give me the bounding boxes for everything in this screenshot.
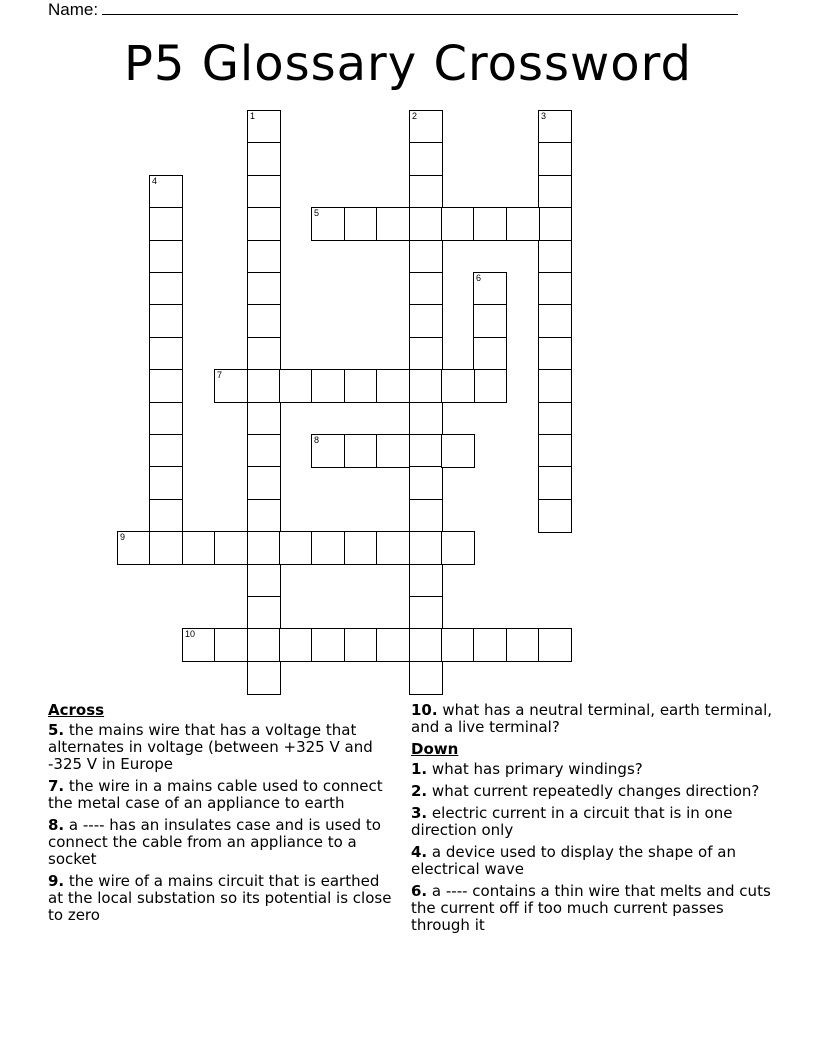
crossword-cell[interactable] bbox=[376, 531, 410, 565]
crossword-cell[interactable] bbox=[247, 596, 281, 630]
crossword-cell[interactable] bbox=[409, 304, 443, 338]
crossword-cell[interactable] bbox=[247, 207, 281, 241]
crossword-cell[interactable] bbox=[311, 207, 345, 241]
cell-number: 6 bbox=[476, 273, 482, 283]
clue-number: 6. bbox=[411, 882, 428, 900]
cell-number: 5 bbox=[314, 208, 320, 218]
crossword-cell[interactable] bbox=[409, 466, 443, 500]
crossword-cell[interactable] bbox=[538, 402, 572, 436]
crossword-cell[interactable] bbox=[311, 531, 345, 565]
crossword-cell[interactable] bbox=[279, 531, 313, 565]
clue-number: 4. bbox=[411, 843, 428, 861]
clues-right-column bbox=[411, 702, 781, 939]
crossword-cell[interactable] bbox=[409, 240, 443, 274]
crossword-cell[interactable] bbox=[538, 304, 572, 338]
clue-text: what has a neutral terminal, earth terminal, and a live terminal? bbox=[411, 701, 773, 736]
clue-across-9 bbox=[48, 873, 398, 924]
cell-number: 2 bbox=[412, 111, 418, 121]
crossword-cell[interactable] bbox=[538, 142, 572, 176]
crossword-cell[interactable] bbox=[149, 531, 183, 565]
crossword-cell[interactable] bbox=[344, 531, 378, 565]
crossword-cell[interactable] bbox=[506, 207, 540, 241]
crossword-cell[interactable] bbox=[538, 110, 572, 144]
crossword-cell[interactable] bbox=[409, 564, 443, 598]
crossword-cell[interactable] bbox=[376, 628, 410, 662]
clue-number: 7. bbox=[48, 777, 65, 795]
clue-number: 9. bbox=[48, 872, 65, 890]
clue-text: the mains wire that has a voltage that alternates in voltage (between +325 V and -325 V in Europe bbox=[48, 721, 373, 773]
crossword-cell[interactable] bbox=[538, 369, 572, 403]
crossword-cell[interactable] bbox=[149, 272, 183, 306]
clue-text: a ---- contains a thin wire that melts and cuts the current off if too much current passes through it bbox=[411, 882, 771, 934]
crossword-cell[interactable] bbox=[344, 628, 378, 662]
clue-text: what has primary windings? bbox=[431, 760, 643, 778]
clue-across-10 bbox=[411, 702, 781, 736]
crossword-cell[interactable] bbox=[311, 434, 345, 468]
crossword-cell[interactable] bbox=[409, 531, 443, 565]
crossword-cell[interactable] bbox=[117, 531, 151, 565]
crossword-cell[interactable] bbox=[376, 369, 410, 403]
clue-number: 3. bbox=[411, 804, 428, 822]
cell-number: 9 bbox=[120, 532, 126, 542]
cell-number: 10 bbox=[185, 629, 196, 639]
crossword-cell[interactable] bbox=[441, 531, 475, 565]
clue-across-5 bbox=[48, 722, 398, 773]
crossword-cell[interactable] bbox=[409, 110, 443, 144]
cell-number: 4 bbox=[152, 176, 158, 186]
crossword-cell[interactable] bbox=[149, 207, 183, 241]
crossword-cell[interactable] bbox=[538, 175, 572, 209]
crossword-cell[interactable] bbox=[409, 661, 443, 695]
crossword-cell[interactable] bbox=[182, 531, 216, 565]
crossword-cell[interactable] bbox=[279, 628, 313, 662]
crossword-cell[interactable] bbox=[441, 207, 475, 241]
crossword-cell[interactable] bbox=[376, 434, 410, 468]
clue-number: 2. bbox=[411, 782, 428, 800]
clue-text: the wire in a mains cable used to connect the metal case of an appliance to earth bbox=[48, 777, 383, 812]
clue-number: 1. bbox=[411, 760, 428, 778]
crossword-cell[interactable] bbox=[409, 596, 443, 630]
crossword-cell[interactable] bbox=[214, 531, 248, 565]
crossword-cell[interactable] bbox=[473, 272, 507, 306]
crossword-cell[interactable] bbox=[538, 466, 572, 500]
crossword-cell[interactable] bbox=[473, 628, 507, 662]
cell-number: 7 bbox=[217, 370, 223, 380]
crossword-cell[interactable] bbox=[149, 369, 183, 403]
clue-across-8 bbox=[48, 817, 398, 868]
crossword-cell[interactable] bbox=[409, 499, 443, 533]
crossword-cell[interactable] bbox=[376, 207, 410, 241]
crossword-cell[interactable] bbox=[344, 434, 378, 468]
clue-number: 8. bbox=[48, 816, 65, 834]
crossword-cell[interactable] bbox=[538, 337, 572, 371]
crossword-cell[interactable] bbox=[441, 628, 475, 662]
crossword-cell[interactable] bbox=[311, 628, 345, 662]
crossword-cell[interactable] bbox=[247, 142, 281, 176]
crossword-cell[interactable] bbox=[473, 337, 507, 371]
clue-down-2 bbox=[411, 783, 781, 800]
crossword-cell[interactable] bbox=[247, 369, 281, 403]
crossword-cell[interactable] bbox=[247, 175, 281, 209]
clue-text: electric current in a circuit that is in one direction only bbox=[411, 804, 733, 839]
crossword-cell[interactable] bbox=[409, 142, 443, 176]
clue-across-7 bbox=[48, 778, 398, 812]
crossword-cell[interactable] bbox=[409, 402, 443, 436]
crossword-cell[interactable] bbox=[344, 207, 378, 241]
crossword-cell[interactable] bbox=[538, 499, 572, 533]
crossword-cell[interactable] bbox=[149, 175, 183, 209]
crossword-cell[interactable] bbox=[149, 304, 183, 338]
crossword-cell[interactable] bbox=[473, 304, 507, 338]
clue-number: 10. bbox=[411, 701, 438, 719]
crossword-cell[interactable] bbox=[311, 369, 345, 403]
crossword-cell[interactable] bbox=[149, 434, 183, 468]
crossword-cell[interactable] bbox=[149, 240, 183, 274]
crossword-cell[interactable] bbox=[247, 466, 281, 500]
crossword-cell[interactable] bbox=[247, 402, 281, 436]
clue-text: the wire of a mains circuit that is earthed at the local substation so its potential is close to zero bbox=[48, 872, 392, 924]
crossword-cell[interactable] bbox=[247, 434, 281, 468]
crossword-cell[interactable] bbox=[409, 369, 443, 403]
name-label: Name: bbox=[48, 0, 99, 19]
across-heading: Across bbox=[48, 701, 105, 719]
down-heading: Down bbox=[411, 740, 459, 758]
crossword-cell[interactable] bbox=[247, 110, 281, 144]
crossword-cell[interactable] bbox=[247, 337, 281, 371]
clue-text: what current repeatedly changes direction? bbox=[431, 782, 760, 800]
crossword-cell[interactable] bbox=[247, 304, 281, 338]
clue-number: 5. bbox=[48, 721, 65, 739]
clue-text: a device used to display the shape of an electrical wave bbox=[411, 843, 736, 878]
crossword-cell[interactable] bbox=[182, 628, 216, 662]
crossword-cell[interactable] bbox=[538, 207, 572, 241]
crossword-cell[interactable] bbox=[279, 369, 313, 403]
crossword-cell[interactable] bbox=[409, 272, 443, 306]
cell-number: 1 bbox=[250, 111, 256, 121]
crossword-cell[interactable] bbox=[149, 337, 183, 371]
crossword-cell[interactable] bbox=[538, 272, 572, 306]
crossword-cell[interactable] bbox=[247, 628, 281, 662]
crossword-cell[interactable] bbox=[441, 369, 475, 403]
crossword-cell[interactable] bbox=[409, 434, 443, 468]
crossword-cell[interactable] bbox=[473, 207, 507, 241]
crossword-cell[interactable] bbox=[214, 628, 248, 662]
crossword-cell[interactable] bbox=[409, 628, 443, 662]
clue-down-4 bbox=[411, 844, 781, 878]
crossword-cell[interactable] bbox=[214, 369, 248, 403]
clue-text: a ---- has an insulates case and is used to connect the cable from an appliance to a socket bbox=[48, 816, 381, 868]
clue-down-6 bbox=[411, 883, 781, 934]
crossword-cell[interactable] bbox=[247, 531, 281, 565]
crossword-cell[interactable] bbox=[149, 499, 183, 533]
crossword-cell[interactable] bbox=[473, 369, 507, 403]
crossword-cell[interactable] bbox=[149, 402, 183, 436]
clues-left-column bbox=[48, 702, 398, 929]
crossword-cell[interactable] bbox=[344, 369, 378, 403]
crossword-cell[interactable] bbox=[247, 499, 281, 533]
page-title: P5 Glossary Crossword bbox=[123, 36, 693, 92]
crossword-cell[interactable] bbox=[247, 661, 281, 695]
crossword-cell[interactable] bbox=[409, 207, 443, 241]
crossword-cell[interactable] bbox=[409, 175, 443, 209]
crossword-cell[interactable] bbox=[247, 564, 281, 598]
crossword-cell[interactable] bbox=[247, 272, 281, 306]
cell-number: 8 bbox=[314, 435, 320, 445]
crossword-cell[interactable] bbox=[149, 466, 183, 500]
crossword-cell[interactable] bbox=[538, 240, 572, 274]
crossword-cell[interactable] bbox=[538, 628, 572, 662]
crossword-cell[interactable] bbox=[506, 628, 540, 662]
crossword-cell[interactable] bbox=[538, 434, 572, 468]
crossword-cell[interactable] bbox=[409, 337, 443, 371]
clue-down-1 bbox=[411, 761, 781, 778]
cell-number: 3 bbox=[541, 111, 547, 121]
crossword-cell[interactable] bbox=[247, 240, 281, 274]
clue-down-3 bbox=[411, 805, 781, 839]
crossword-cell[interactable] bbox=[441, 434, 475, 468]
